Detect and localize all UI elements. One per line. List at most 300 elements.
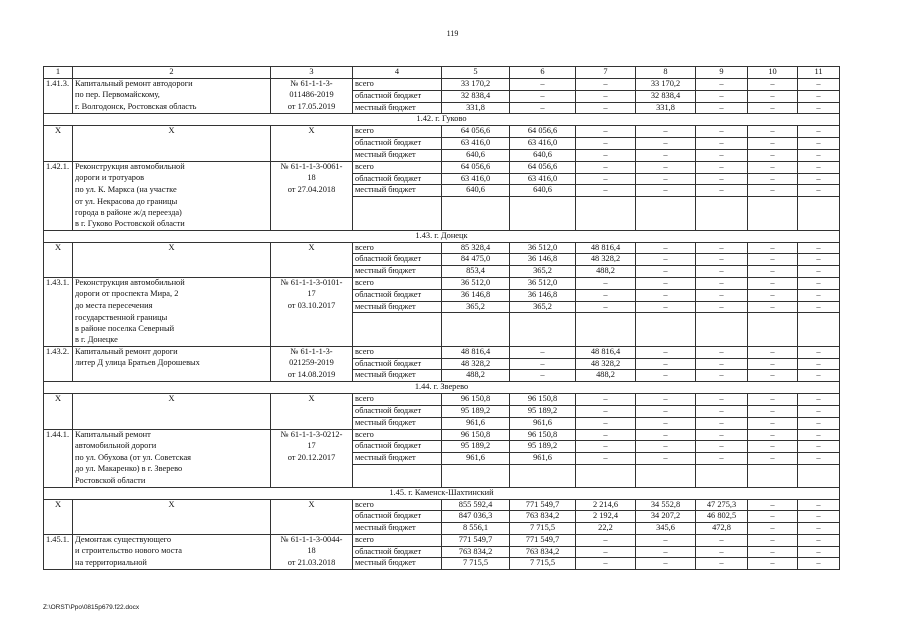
funding-source-cell: местный бюджет: [353, 266, 442, 278]
amount-cell: –: [636, 173, 696, 185]
amount-cell: –: [798, 266, 840, 278]
object-name-cell: по ул. Обухова (от ул. Советская: [73, 453, 271, 465]
amount-cell: 365,2: [510, 266, 576, 278]
object-name-cell: X: [73, 499, 271, 511]
object-name-cell: государственной границы: [73, 313, 271, 324]
amount-cell: –: [636, 185, 696, 197]
funding-source-cell: областной бюджет: [353, 511, 442, 523]
empty-cell: [748, 464, 798, 475]
amount-cell: 63 416,0: [510, 173, 576, 185]
empty-cell: [510, 197, 576, 208]
total-row: [44, 417, 840, 429]
empty-cell: [442, 208, 510, 219]
column-number: 1: [44, 67, 73, 79]
empty-cell: [798, 324, 840, 335]
empty-cell: [353, 324, 442, 335]
empty-cell: [576, 335, 636, 346]
table-row: [44, 289, 840, 301]
table-row: [44, 453, 840, 465]
amount-cell: –: [696, 149, 748, 161]
amount-cell: –: [576, 138, 636, 150]
amount-cell: –: [798, 242, 840, 254]
funding-source-cell: областной бюджет: [353, 90, 442, 102]
amount-cell: 36 512,0: [510, 277, 576, 289]
row-number-cell: [44, 254, 73, 266]
amount-cell: –: [798, 511, 840, 523]
funding-source-cell: местный бюджет: [353, 417, 442, 429]
empty-cell: [576, 324, 636, 335]
column-number: 7: [576, 67, 636, 79]
funding-source-cell: всего: [353, 161, 442, 173]
amount-cell: 95 189,2: [442, 405, 510, 417]
amount-cell: –: [636, 138, 696, 150]
row-number-cell: [44, 138, 73, 150]
amount-cell: –: [798, 441, 840, 453]
amount-cell: –: [636, 277, 696, 289]
amount-cell: –: [748, 161, 798, 173]
empty-cell: [636, 197, 696, 208]
amount-cell: –: [798, 277, 840, 289]
funding-source-cell: местный бюджет: [353, 453, 442, 465]
empty-cell: [748, 335, 798, 346]
amount-cell: 95 189,2: [442, 441, 510, 453]
amount-cell: –: [696, 173, 748, 185]
empty-cell: [696, 476, 748, 487]
amount-cell: –: [748, 242, 798, 254]
amount-cell: 85 328,4: [442, 242, 510, 254]
amount-cell: –: [510, 102, 576, 114]
amount-cell: 48 816,4: [442, 346, 510, 358]
amount-cell: 48 328,2: [576, 254, 636, 266]
column-number: 2: [73, 67, 271, 79]
document-cell: [271, 266, 353, 278]
row-number-cell: [44, 208, 73, 219]
section-title: 1.43. г. Донецк: [44, 230, 840, 242]
funding-source-cell: областной бюджет: [353, 405, 442, 417]
empty-cell: [748, 324, 798, 335]
total-row: [44, 266, 840, 278]
funding-source-cell: всего: [353, 534, 442, 546]
amount-cell: –: [636, 266, 696, 278]
amount-cell: –: [798, 429, 840, 441]
amount-cell: 7 715,5: [510, 558, 576, 570]
funding-source-cell: всего: [353, 242, 442, 254]
table-row: [44, 313, 840, 324]
amount-cell: 365,2: [442, 301, 510, 313]
amount-cell: –: [576, 289, 636, 301]
empty-cell: [353, 335, 442, 346]
amount-cell: –: [748, 277, 798, 289]
amount-cell: –: [798, 126, 840, 138]
amount-cell: 853,4: [442, 266, 510, 278]
amount-cell: –: [748, 558, 798, 570]
amount-cell: –: [748, 266, 798, 278]
document-cell: от 17.05.2019: [271, 102, 353, 114]
empty-cell: [510, 324, 576, 335]
section-title: 1.45. г. Каменск-Шахтинский: [44, 487, 840, 499]
document-cell: от 14.08.2019: [271, 370, 353, 382]
amount-cell: –: [696, 277, 748, 289]
document-cell: [271, 149, 353, 161]
amount-cell: –: [798, 102, 840, 114]
document-cell: 021259-2019: [271, 358, 353, 370]
amount-cell: –: [798, 149, 840, 161]
amount-cell: 771 549,7: [442, 534, 510, 546]
empty-cell: [798, 219, 840, 230]
empty-cell: [636, 324, 696, 335]
object-name-cell: [73, 266, 271, 278]
row-number-cell: X: [44, 242, 73, 254]
amount-cell: –: [798, 90, 840, 102]
amount-cell: –: [696, 266, 748, 278]
table-row: [44, 197, 840, 208]
empty-cell: [696, 219, 748, 230]
document-cell: X: [271, 394, 353, 406]
amount-cell: –: [798, 417, 840, 429]
amount-cell: –: [748, 499, 798, 511]
amount-cell: 64 056,6: [510, 161, 576, 173]
row-number-cell: [44, 266, 73, 278]
row-number-cell: [44, 90, 73, 102]
table-row: [44, 208, 840, 219]
amount-cell: 771 549,7: [510, 499, 576, 511]
amount-cell: –: [576, 79, 636, 91]
table-row: [44, 335, 840, 346]
empty-cell: [442, 476, 510, 487]
amount-cell: –: [798, 301, 840, 313]
amount-cell: 640,6: [442, 185, 510, 197]
document-cell: [271, 254, 353, 266]
table-row: [44, 464, 840, 475]
column-number: 4: [353, 67, 442, 79]
total-row: [44, 511, 840, 523]
table-row: [44, 79, 840, 91]
amount-cell: 48 328,2: [442, 358, 510, 370]
amount-cell: 95 189,2: [510, 405, 576, 417]
total-row: [44, 405, 840, 417]
amount-cell: 33 170,2: [442, 79, 510, 91]
amount-cell: –: [636, 346, 696, 358]
amount-cell: –: [576, 405, 636, 417]
document-cell: [271, 197, 353, 208]
amount-cell: –: [636, 242, 696, 254]
amount-cell: –: [798, 173, 840, 185]
total-row: [44, 523, 840, 535]
empty-cell: [636, 208, 696, 219]
section-heading-row: [44, 114, 840, 126]
amount-cell: 96 150,8: [510, 394, 576, 406]
funding-source-cell: местный бюджет: [353, 301, 442, 313]
section-title: 1.44. г. Зверево: [44, 382, 840, 394]
empty-cell: [353, 313, 442, 324]
empty-cell: [442, 324, 510, 335]
amount-cell: –: [576, 126, 636, 138]
document-cell: от 20.12.2017: [271, 453, 353, 465]
amount-cell: 64 056,6: [442, 161, 510, 173]
budget-table: [43, 66, 840, 570]
amount-cell: –: [696, 546, 748, 558]
amount-cell: 847 036,3: [442, 511, 510, 523]
amount-cell: –: [748, 102, 798, 114]
empty-cell: [636, 313, 696, 324]
table-row: [44, 534, 840, 546]
amount-cell: 32 838,4: [636, 90, 696, 102]
column-number: 8: [636, 67, 696, 79]
amount-cell: 63 416,0: [442, 173, 510, 185]
amount-cell: 22,2: [576, 523, 636, 535]
table-row: [44, 558, 840, 570]
amount-cell: 84 475,0: [442, 254, 510, 266]
row-number-cell: [44, 405, 73, 417]
total-row: [44, 499, 840, 511]
empty-cell: [696, 313, 748, 324]
amount-cell: 2 214,6: [576, 499, 636, 511]
table-row: [44, 370, 840, 382]
funding-source-cell: всего: [353, 394, 442, 406]
amount-cell: 961,6: [510, 417, 576, 429]
empty-cell: [798, 208, 840, 219]
amount-cell: –: [576, 417, 636, 429]
amount-cell: –: [510, 358, 576, 370]
object-name-cell: в районе поселка Северный: [73, 324, 271, 335]
empty-cell: [798, 197, 840, 208]
document-cell: [271, 405, 353, 417]
table-row: [44, 358, 840, 370]
empty-cell: [442, 197, 510, 208]
total-row: [44, 242, 840, 254]
document-cell: [271, 208, 353, 219]
amount-cell: –: [636, 161, 696, 173]
document-cell: 17: [271, 289, 353, 301]
amount-cell: –: [696, 429, 748, 441]
amount-cell: 46 802,5: [696, 511, 748, 523]
amount-cell: 7 715,5: [442, 558, 510, 570]
amount-cell: –: [636, 254, 696, 266]
row-number-cell: 1.43.1.: [44, 277, 73, 289]
column-number: 9: [696, 67, 748, 79]
empty-cell: [576, 197, 636, 208]
amount-cell: 32 838,4: [442, 90, 510, 102]
amount-cell: –: [748, 394, 798, 406]
amount-cell: –: [748, 370, 798, 382]
amount-cell: –: [696, 358, 748, 370]
amount-cell: –: [696, 79, 748, 91]
object-name-cell: литер Д улица Братьев Дорошевых: [73, 358, 271, 370]
amount-cell: –: [576, 301, 636, 313]
empty-cell: [696, 197, 748, 208]
amount-cell: –: [576, 149, 636, 161]
amount-cell: –: [576, 185, 636, 197]
amount-cell: –: [748, 149, 798, 161]
amount-cell: –: [696, 161, 748, 173]
empty-cell: [510, 219, 576, 230]
empty-cell: [442, 219, 510, 230]
row-number-cell: [44, 546, 73, 558]
amount-cell: –: [798, 161, 840, 173]
table-body: [44, 67, 840, 570]
amount-cell: –: [696, 254, 748, 266]
amount-cell: –: [798, 558, 840, 570]
amount-cell: –: [576, 453, 636, 465]
amount-cell: –: [798, 546, 840, 558]
amount-cell: –: [696, 346, 748, 358]
column-number-row: [44, 67, 840, 79]
object-name-cell: города в районе ж/д переезда): [73, 208, 271, 219]
empty-cell: [510, 476, 576, 487]
empty-cell: [510, 464, 576, 475]
table-row: [44, 429, 840, 441]
row-number-cell: 1.42.1.: [44, 161, 73, 173]
amount-cell: –: [510, 90, 576, 102]
funding-source-cell: областной бюджет: [353, 358, 442, 370]
amount-cell: –: [636, 126, 696, 138]
empty-cell: [576, 313, 636, 324]
amount-cell: –: [576, 173, 636, 185]
amount-cell: –: [748, 126, 798, 138]
row-number-cell: [44, 219, 73, 230]
amount-cell: –: [748, 90, 798, 102]
empty-cell: [636, 476, 696, 487]
section-heading-row: [44, 230, 840, 242]
funding-source-cell: областной бюджет: [353, 254, 442, 266]
amount-cell: –: [696, 558, 748, 570]
row-number-cell: [44, 453, 73, 465]
funding-source-cell: областной бюджет: [353, 546, 442, 558]
amount-cell: 961,6: [510, 453, 576, 465]
table-row: [44, 102, 840, 114]
amount-cell: –: [748, 185, 798, 197]
funding-source-cell: всего: [353, 499, 442, 511]
object-name-cell: автомобильной дороги: [73, 441, 271, 453]
document-cell: [271, 324, 353, 335]
amount-cell: 95 189,2: [510, 441, 576, 453]
amount-cell: –: [798, 405, 840, 417]
amount-cell: 2 192,4: [576, 511, 636, 523]
empty-cell: [748, 476, 798, 487]
row-number-cell: 1.45.1.: [44, 534, 73, 546]
amount-cell: –: [636, 405, 696, 417]
amount-cell: –: [636, 394, 696, 406]
amount-cell: –: [636, 289, 696, 301]
table-row: [44, 90, 840, 102]
amount-cell: –: [576, 90, 636, 102]
object-name-cell: X: [73, 126, 271, 138]
table-row: [44, 476, 840, 487]
row-number-cell: [44, 417, 73, 429]
object-name-cell: Реконструкция автомобильной: [73, 161, 271, 173]
funding-source-cell: местный бюджет: [353, 185, 442, 197]
object-name-cell: [73, 370, 271, 382]
object-name-cell: в г. Гуково Ростовской области: [73, 219, 271, 230]
amount-cell: –: [748, 453, 798, 465]
amount-cell: –: [696, 394, 748, 406]
amount-cell: 331,8: [442, 102, 510, 114]
amount-cell: –: [798, 79, 840, 91]
amount-cell: 36 146,8: [510, 289, 576, 301]
row-number-cell: X: [44, 394, 73, 406]
amount-cell: 36 512,0: [442, 277, 510, 289]
document-cell: № 61-1-1-3-0044-: [271, 534, 353, 546]
object-name-cell: до ул. Макаренко) в г. Зверево: [73, 464, 271, 475]
row-number-cell: 1.41.3.: [44, 79, 73, 91]
row-number-cell: [44, 301, 73, 313]
object-name-cell: в г. Донецке: [73, 335, 271, 346]
row-number-cell: [44, 313, 73, 324]
section-heading-row: [44, 382, 840, 394]
amount-cell: –: [636, 417, 696, 429]
row-number-cell: 1.43.2.: [44, 346, 73, 358]
amount-cell: –: [696, 405, 748, 417]
total-row: [44, 138, 840, 150]
amount-cell: –: [798, 185, 840, 197]
funding-source-cell: всего: [353, 429, 442, 441]
table-row: [44, 301, 840, 313]
amount-cell: 48 816,4: [576, 346, 636, 358]
amount-cell: –: [748, 254, 798, 266]
funding-source-cell: областной бюджет: [353, 289, 442, 301]
amount-cell: –: [696, 90, 748, 102]
empty-cell: [576, 208, 636, 219]
amount-cell: –: [636, 429, 696, 441]
empty-cell: [442, 313, 510, 324]
amount-cell: –: [576, 558, 636, 570]
empty-cell: [353, 197, 442, 208]
row-number-cell: [44, 185, 73, 197]
column-number: 6: [510, 67, 576, 79]
amount-cell: 63 416,0: [510, 138, 576, 150]
amount-cell: –: [748, 546, 798, 558]
amount-cell: –: [576, 102, 636, 114]
amount-cell: –: [696, 185, 748, 197]
amount-cell: –: [636, 358, 696, 370]
amount-cell: 640,6: [510, 149, 576, 161]
empty-cell: [510, 313, 576, 324]
document-cell: [271, 511, 353, 523]
empty-cell: [576, 219, 636, 230]
amount-cell: –: [748, 429, 798, 441]
amount-cell: –: [636, 453, 696, 465]
document-cell: [271, 335, 353, 346]
object-name-cell: [73, 511, 271, 523]
amount-cell: 33 170,2: [636, 79, 696, 91]
amount-cell: 34 207,2: [636, 511, 696, 523]
funding-source-cell: местный бюджет: [353, 558, 442, 570]
amount-cell: 7 715,5: [510, 523, 576, 535]
document-cell: № 61-1-1-3-: [271, 79, 353, 91]
amount-cell: –: [696, 138, 748, 150]
empty-cell: [798, 476, 840, 487]
row-number-cell: [44, 441, 73, 453]
amount-cell: –: [748, 534, 798, 546]
amount-cell: –: [696, 370, 748, 382]
row-number-cell: [44, 173, 73, 185]
row-number-cell: [44, 523, 73, 535]
amount-cell: 96 150,8: [442, 394, 510, 406]
amount-cell: 96 150,8: [510, 429, 576, 441]
amount-cell: 763 834,2: [442, 546, 510, 558]
empty-cell: [353, 464, 442, 475]
funding-source-cell: всего: [353, 346, 442, 358]
amount-cell: –: [748, 173, 798, 185]
amount-cell: 36 146,8: [442, 289, 510, 301]
amount-cell: –: [748, 301, 798, 313]
column-number: 5: [442, 67, 510, 79]
document-cell: [271, 138, 353, 150]
table-row: [44, 161, 840, 173]
amount-cell: –: [636, 534, 696, 546]
amount-cell: –: [696, 289, 748, 301]
empty-cell: [636, 219, 696, 230]
